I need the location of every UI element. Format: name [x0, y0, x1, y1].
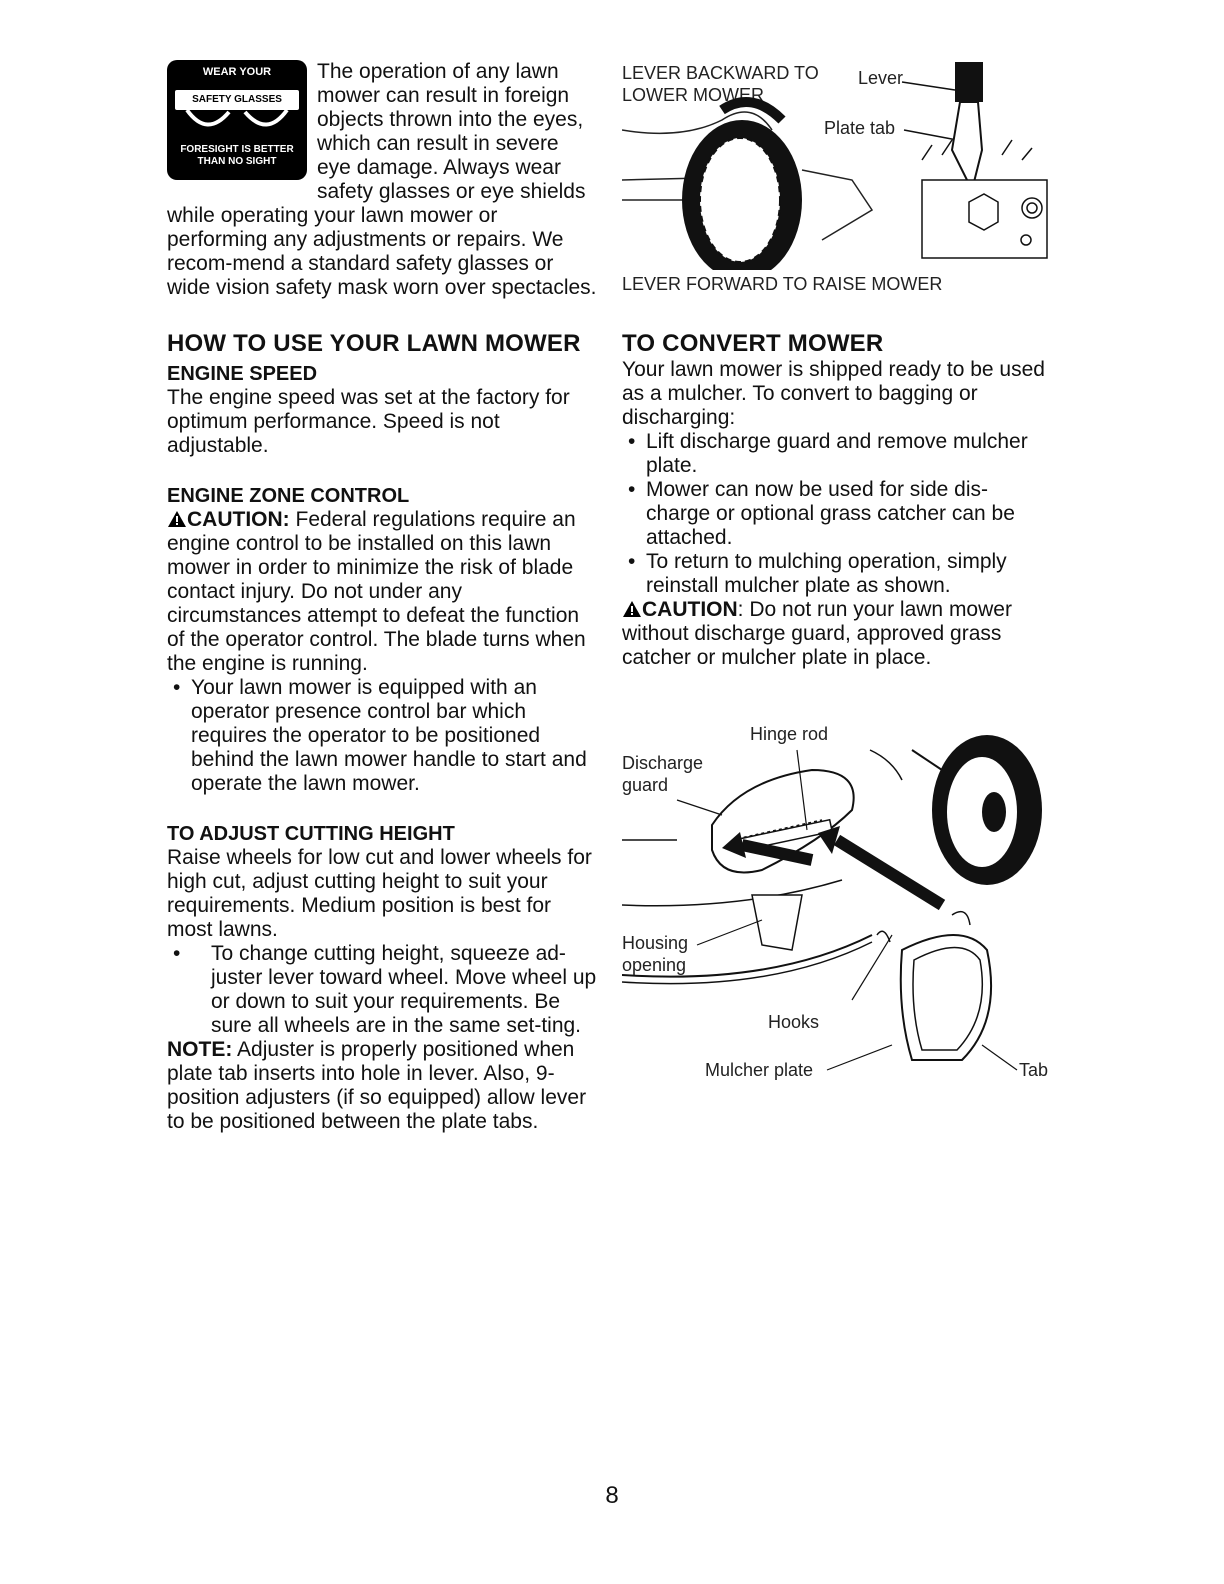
note-label: NOTE:	[167, 1038, 233, 1061]
engine-speed-text: The engine speed was set at the factory for optimum performance. Speed is not adjustable.	[167, 386, 570, 457]
list-item: • Your lawn mower is equipped with an operator presence control bar which requires the operator to be positioned behind the lawn mower handle to start and operate the lawn mower.	[167, 676, 597, 796]
engine-speed-heading: ENGINE SPEED	[167, 363, 318, 385]
engine-zone-caution	[167, 508, 597, 676]
list-item: • Lift discharge guard and remove mulcher plate.	[622, 430, 1052, 478]
engine-zone-heading: ENGINE ZONE CONTROL	[167, 485, 410, 507]
cutting-height-heading: TO ADJUST CUTTING HEIGHT	[167, 823, 455, 845]
engine-zone-list	[167, 676, 597, 796]
label-mulcher-plate: Mulcher plate	[705, 1060, 814, 1080]
caution-label: CAUTION	[642, 598, 738, 621]
convert-caution	[622, 598, 1052, 670]
caution-text: : Do not run your lawn mower without discharge guard, approved grass catcher or mulcher plate in place.	[622, 598, 1012, 669]
list-item: • To change cutting height, squeeze ad-juster lever toward wheel. Move wheel up or down to suit your requirements. Be sure all wheels are in the same set-ting.	[167, 942, 597, 1038]
note-paragraph	[167, 1038, 597, 1134]
label-lever-forward: LEVER FORWARD TO RAISE MOWER	[622, 274, 943, 294]
warning-triangle-icon	[622, 600, 642, 618]
page-number: 8	[605, 1482, 619, 1509]
badge-line-3	[167, 144, 307, 168]
label-discharge-guard: Discharge guard	[622, 753, 704, 795]
label-tab: Tab	[1019, 1060, 1049, 1080]
label-hinge-rod: Hinge rod	[750, 724, 829, 744]
label-lever: Lever	[858, 68, 904, 88]
intro-paragraph: The operation of any lawn mower can result in foreign objects thrown into the eyes, which can result in severe eye damage. Always wear safety glasses or eye shields while operating your lawn mower or performing any adjustments or repairs. We recom-mend a standard safety glasses or wide vision safety mask worn over spectacles.	[167, 60, 597, 299]
warning-triangle-icon	[167, 510, 187, 528]
convert-title: TO CONVERT MOWER	[622, 330, 884, 357]
mulcher-figure	[622, 720, 1052, 1080]
wheel-adjuster-figure	[622, 60, 1052, 300]
convert-list	[622, 430, 1052, 598]
label-hooks: Hooks	[768, 1012, 820, 1032]
list-item: • Mower can now be used for side dis-charge or optional grass catcher can be attached.	[622, 478, 1052, 550]
caution-label: CAUTION:	[187, 508, 290, 531]
safety-glasses-badge	[167, 60, 307, 180]
label-housing-opening: Housing opening	[622, 933, 689, 975]
label-plate-tab: Plate tab	[824, 118, 896, 138]
how-to-use-title: HOW TO USE YOUR LAWN MOWER	[167, 330, 581, 357]
badge-line-4-text: THAN NO SIGHT	[197, 156, 277, 167]
list-item: • To return to mulching operation, simply reinstall mulcher plate as shown.	[622, 550, 1052, 598]
note-text: Adjuster is properly positioned when plate tab inserts into hole in lever. Also, 9-position adjusters (if so equipped) allow lever to be positioned between the plate tabs.	[167, 1038, 587, 1133]
left-column	[167, 60, 597, 1134]
cutting-height-text: Raise wheels for low cut and lower wheels for high cut, adjust cutting height to suit your requirements. Medium position is best for most lawns.	[167, 846, 592, 941]
label-lever-backward: LEVER BACKWARD TO LOWER MOWER	[622, 63, 819, 105]
caution-text: Federal regulations require an engine control to be installed on this lawn mower in order to minimize the risk of blade contact injury. Do not under any circumstances attempt to defeat the function of the operator control. The blade turns when the engine is running.	[167, 508, 586, 675]
convert-text: Your lawn mower is shipped ready to be used as a mulcher. To convert to bagging or discharging:	[622, 358, 1045, 429]
badge-line-1: WEAR YOUR	[202, 66, 272, 78]
badge-line-3-text: FORESIGHT IS BETTER	[180, 144, 294, 155]
cutting-height-list	[167, 942, 597, 1038]
right-column	[622, 60, 1052, 1080]
wheel-adjuster-drawing	[622, 60, 1052, 270]
badge-line-2: SAFETY GLASSES	[175, 90, 299, 110]
